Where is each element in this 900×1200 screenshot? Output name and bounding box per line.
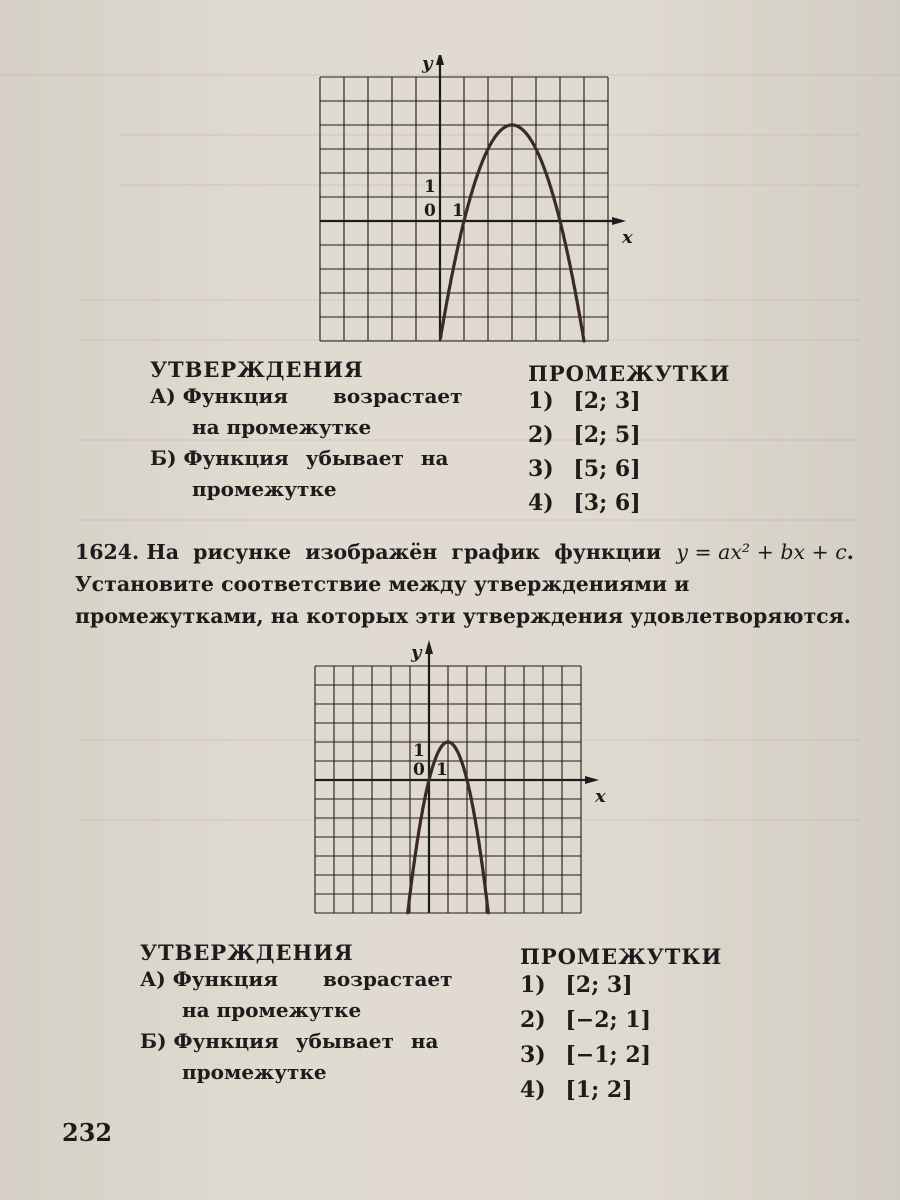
interval-num: 1) xyxy=(528,388,554,414)
y-axis-arrow xyxy=(436,55,444,65)
interval-value: [5; 6] xyxy=(573,456,641,482)
parabola-graph-1 xyxy=(300,55,660,345)
statements-header-1: УТВЕРЖДЕНИЯ xyxy=(150,357,364,382)
statement-line1: Функция возрастает xyxy=(182,384,463,408)
interval-num: 2) xyxy=(528,422,554,448)
statement-line2: на промежутке xyxy=(192,415,372,439)
parabola-graph-2 xyxy=(295,640,635,930)
statement-b-2 xyxy=(140,1026,470,1088)
y-tick-label: 1 xyxy=(424,177,436,197)
interval-value: [3; 6] xyxy=(573,490,641,516)
interval-value: [1; 2] xyxy=(565,1077,633,1103)
x-tick-label: 1 xyxy=(436,760,448,780)
statement-line1: Функция убывает на xyxy=(173,1029,439,1053)
interval-num: 4) xyxy=(520,1077,546,1103)
statement-letter: А) xyxy=(150,384,176,408)
interval-value: [−1; 2] xyxy=(565,1042,652,1068)
interval-value: [−2; 1] xyxy=(565,1007,652,1033)
interval-1-3 xyxy=(528,456,641,482)
interval-2-3 xyxy=(520,1042,651,1068)
statements-header-2: УТВЕРЖДЕНИЯ xyxy=(140,940,354,965)
statement-line2: на промежутке xyxy=(182,998,362,1022)
interval-value: [2; 5] xyxy=(573,422,641,448)
interval-value: [2; 3] xyxy=(573,388,641,414)
statement-letter: Б) xyxy=(150,446,177,470)
origin-label: 0 xyxy=(424,201,436,221)
grid-lines xyxy=(315,666,581,913)
interval-num: 3) xyxy=(520,1042,546,1068)
x-axis-label: x xyxy=(595,786,606,807)
statement-line2: промежутке xyxy=(182,1060,327,1084)
statement-b-1 xyxy=(150,443,470,505)
x-axis-arrow xyxy=(612,217,626,225)
interval-num: 1) xyxy=(520,972,546,998)
interval-1-2 xyxy=(528,422,641,448)
page-number: 232 xyxy=(62,1118,113,1147)
statement-line2: промежутке xyxy=(192,477,337,501)
interval-2-2 xyxy=(520,1007,651,1033)
x-tick-label: 1 xyxy=(452,201,464,221)
interval-2-4 xyxy=(520,1077,633,1103)
y-axis-label: y xyxy=(411,642,422,663)
grid-lines xyxy=(320,77,608,341)
problem-text-after: Установите соответствие между утверждениями и промежутками, на которых эти утверждения удовлетворяются. xyxy=(75,572,851,628)
statement-a-1 xyxy=(150,381,470,443)
intervals-header-2: ПРОМЕЖУТКИ xyxy=(520,944,723,969)
statement-line1: Функция убывает на xyxy=(183,446,449,470)
statement-line1: Функция возрастает xyxy=(172,967,453,991)
problem-1624: 1624. На рисунке изображён график функции y = ax² + bx + c. Установите соответствие между утверждениями и промежутками, на которых эти утверждения удовлетворяются. xyxy=(75,536,885,632)
interval-value: [2; 3] xyxy=(565,972,633,998)
origin-label: 0 xyxy=(413,760,425,780)
y-axis-arrow xyxy=(425,640,433,654)
intervals-header-1: ПРОМЕЖУТКИ xyxy=(528,361,731,386)
x-axis-arrow xyxy=(585,776,599,784)
problem-text-before: На рисунке изображён график функции xyxy=(146,540,662,564)
interval-num: 3) xyxy=(528,456,554,482)
statement-letter: Б) xyxy=(140,1029,167,1053)
y-axis-label: y xyxy=(422,55,433,74)
interval-num: 2) xyxy=(520,1007,546,1033)
statement-letter: А) xyxy=(140,967,166,991)
problem-number: 1624. xyxy=(75,540,140,564)
statement-a-2 xyxy=(140,964,470,1026)
interval-2-1 xyxy=(520,972,633,998)
problem-formula: y = ax² + bx + c xyxy=(676,540,847,564)
y-tick-label: 1 xyxy=(413,741,425,761)
interval-num: 4) xyxy=(528,490,554,516)
interval-1-4 xyxy=(528,490,641,516)
interval-1-1 xyxy=(528,388,641,414)
x-axis-label: x xyxy=(622,227,633,248)
